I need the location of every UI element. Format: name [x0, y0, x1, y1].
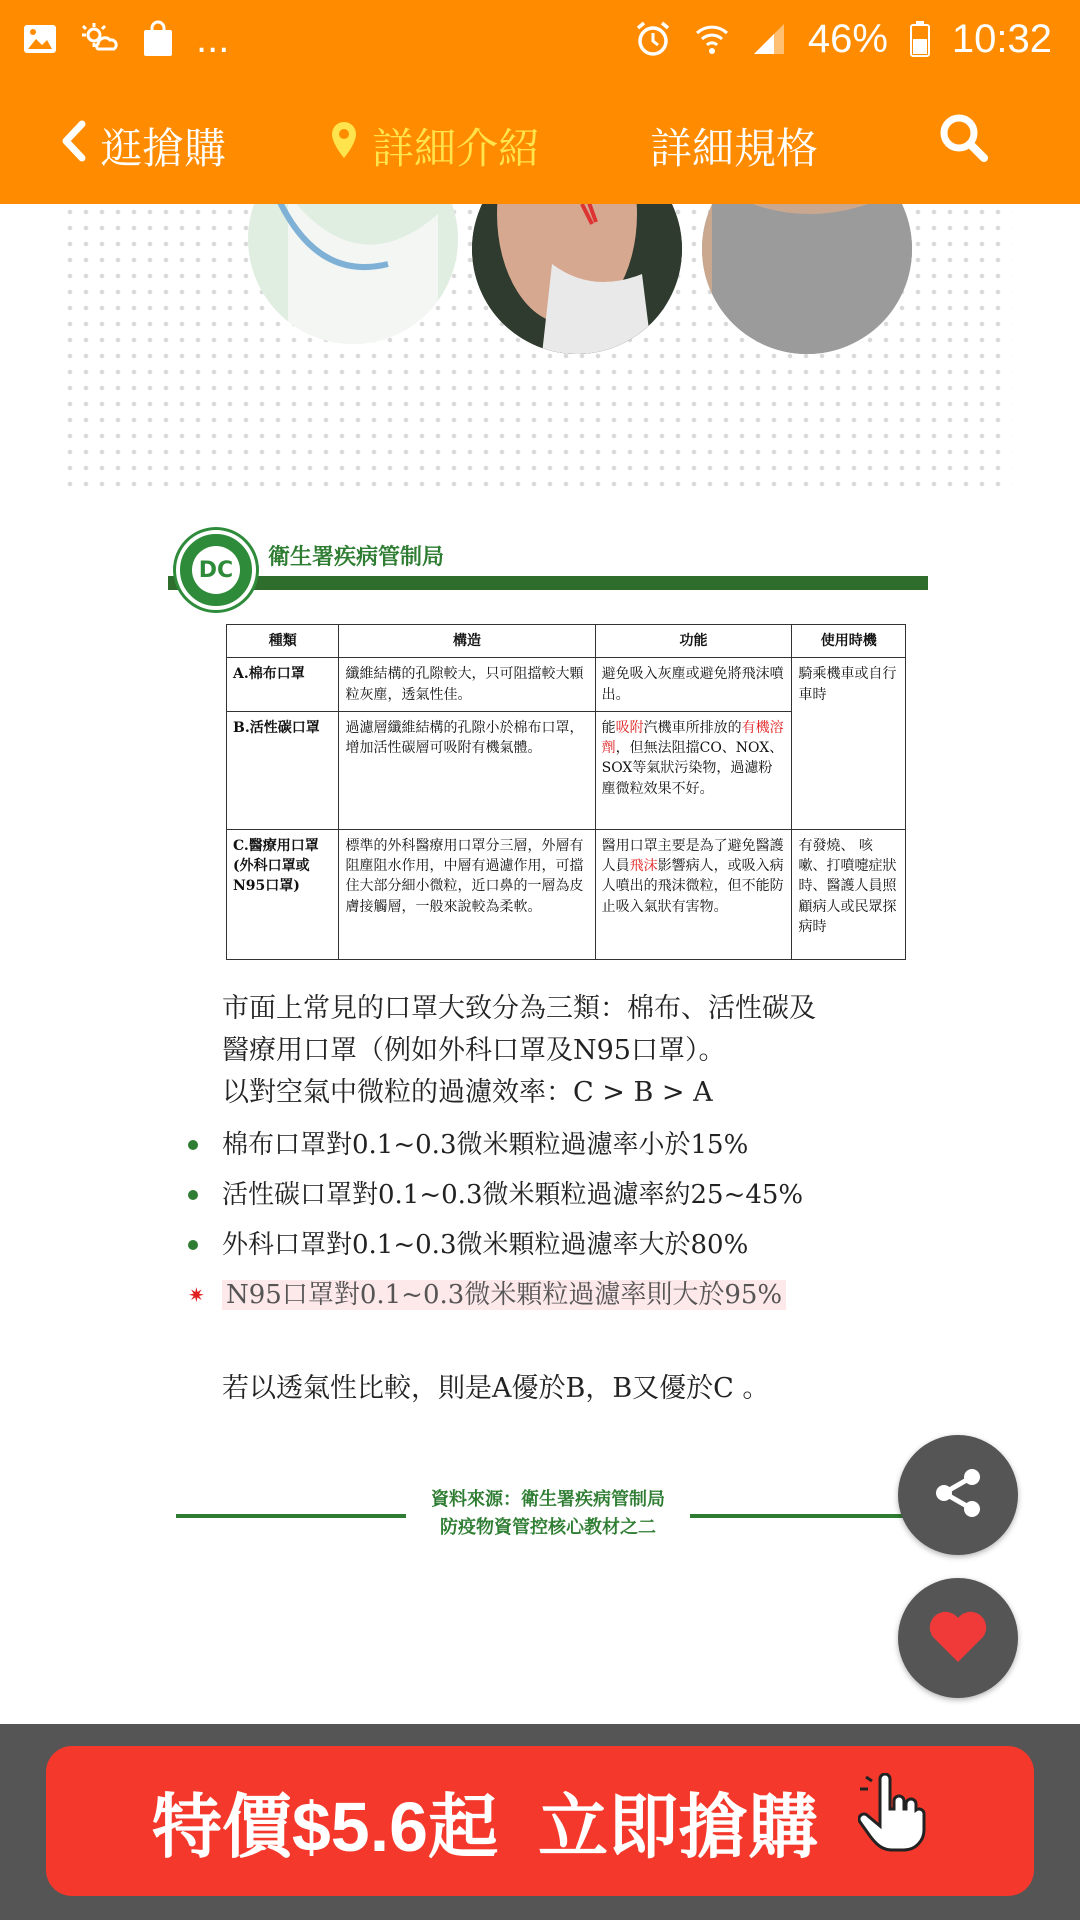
table-cell-type: B.活性碳口罩 — [227, 711, 339, 829]
buy-now-button[interactable] — [46, 1746, 1034, 1896]
list-item-text: 棉布口罩對0.1~0.3微米顆粒過濾率小於15% — [222, 1130, 749, 1160]
table-cell-function — [595, 829, 792, 959]
cdc-logo-letters: DC — [192, 546, 240, 594]
table-header: 種類 — [227, 625, 339, 658]
wifi-icon — [694, 21, 730, 57]
table-cell-structure: 標準的外科醫療用口罩分三層，外層有阻塵阻水作用，中層有過濾作用，可擋住大部分細小微粒，近口鼻的一層為皮膚接觸層，一般來說較為柔軟。 — [339, 829, 595, 959]
table-cell-usage: 有發燒、 咳嗽、打噴嚏症狀時、醫護人員照顧病人或民眾探病時 — [792, 829, 906, 959]
cdc-logo — [176, 530, 256, 610]
function-text: 汽機車所排放的 — [643, 719, 742, 736]
tab-detail[interactable] — [330, 116, 540, 176]
special-price-label: 特價$5.6起 — [151, 1787, 499, 1866]
alarm-icon — [634, 20, 672, 58]
back-label: 逛搶購 — [100, 124, 227, 173]
source-divider-left — [176, 1514, 406, 1518]
table-cell-usage: 騎乘機車或自行車時 — [792, 658, 906, 830]
tab-spec[interactable] — [650, 116, 818, 176]
top-nav — [0, 78, 1080, 204]
table-header: 使用時機 — [792, 625, 906, 658]
cdc-title: 衛生署疾病管制局 — [268, 545, 445, 570]
table-header: 功能 — [595, 625, 792, 658]
table-cell-type: C.醫療用口罩(外科口罩或N95口罩) — [227, 829, 339, 959]
table-cell-structure: 過濾層纖維結構的孔隙小於棉布口罩，增加活性碳層可吸附有機氣體。 — [339, 711, 595, 829]
back-button[interactable] — [60, 116, 226, 176]
tab-spec-label: 詳細規格 — [650, 124, 819, 173]
table-header: 構造 — [339, 625, 595, 658]
location-pin-icon — [330, 120, 358, 172]
list-item — [184, 1122, 803, 1172]
status-bar — [0, 0, 1080, 78]
function-text: 能 — [601, 719, 616, 736]
table-cell-type: A.棉布口罩 — [227, 658, 339, 712]
intro-line: 市面上常見的口罩大致分為三類：棉布、活性碳及 — [222, 993, 816, 1024]
breathability-text: 若以透氣性比較，則是A優於B，B又優於C 。 — [222, 1373, 770, 1404]
intro-line: 醫療用口罩（例如外科口罩及N95口罩）。 — [222, 1035, 726, 1066]
bottom-bar — [0, 1724, 1080, 1920]
mask-comparison-table — [226, 624, 906, 960]
list-item-highlight — [184, 1272, 803, 1322]
function-highlight: 有機溶劑 — [601, 719, 784, 757]
mask-photo-1 — [248, 204, 458, 344]
share-button[interactable] — [898, 1435, 1018, 1555]
pointing-hand-icon — [858, 1773, 928, 1870]
product-image-top — [62, 204, 1012, 494]
favorite-button[interactable] — [898, 1578, 1018, 1698]
table-cell-function — [595, 711, 792, 829]
function-text: 影響病人，或吸入病人噴出的飛沫微粒，但不能防止吸入氣狀有害物。 — [601, 858, 784, 915]
weather-icon — [80, 21, 120, 57]
source-line-2: 防疫物資管控核心教材之二 — [440, 1517, 656, 1538]
cdc-header-bar — [168, 576, 928, 590]
intro-paragraph — [222, 988, 816, 1072]
function-text: ，但無法阻擋CO、NOX、SOX等氣狀污染物，過濾粉塵微粒效果不好。 — [601, 740, 784, 797]
efficiency-text: 以對空氣中微粒的過濾效率：C > B > A — [222, 1077, 713, 1108]
function-highlight: 吸附 — [615, 719, 644, 736]
more-notifications: ... — [196, 16, 230, 61]
list-item-text: N95口罩對0.1~0.3微米顆粒過濾率則大於95% — [222, 1280, 786, 1310]
status-left — [22, 17, 229, 62]
search-button[interactable] — [938, 112, 990, 174]
clock: 10:32 — [951, 16, 1052, 61]
tab-detail-label: 詳細介紹 — [372, 124, 541, 173]
chevron-left-icon — [60, 120, 86, 172]
list-item-text: 外科口罩對0.1~0.3微米顆粒過濾率大於80% — [222, 1230, 749, 1260]
search-icon — [938, 112, 990, 174]
table-row — [227, 829, 906, 959]
mask-photo-3 — [702, 204, 912, 354]
image-icon — [22, 21, 58, 57]
source-line-1: 資料來源：衛生署疾病管制局 — [431, 1489, 665, 1510]
mask-photo-2 — [472, 204, 682, 354]
table-header-row — [227, 625, 906, 658]
list-item — [184, 1222, 803, 1272]
shopping-bag-icon — [142, 20, 174, 58]
battery-percent: 46% — [807, 16, 888, 61]
function-highlight: 飛沫 — [629, 858, 658, 875]
table-row — [227, 658, 906, 712]
buy-now-label: 立即搶購 — [538, 1787, 819, 1866]
source-divider-right — [690, 1514, 920, 1518]
heart-icon — [927, 1608, 989, 1668]
list-item-text: 活性碳口罩對0.1~0.3微米顆粒過濾率約25~45% — [222, 1180, 804, 1210]
filtration-list — [184, 1122, 803, 1322]
status-right — [634, 17, 1052, 62]
table-cell-function: 避免吸入灰塵或避免將飛沫噴出。 — [595, 658, 792, 712]
source-caption — [418, 1486, 678, 1542]
function-text: 醫用口罩主要是為了避免醫護人員 — [601, 837, 784, 875]
cdc-header — [168, 524, 928, 614]
share-icon — [930, 1465, 986, 1525]
battery-icon — [910, 21, 930, 57]
table-cell-structure: 纖維結構的孔隙較大，只可阻擋較大顆粒灰塵，透氣性佳。 — [339, 658, 595, 712]
list-item — [184, 1172, 803, 1222]
signal-icon — [752, 22, 786, 56]
